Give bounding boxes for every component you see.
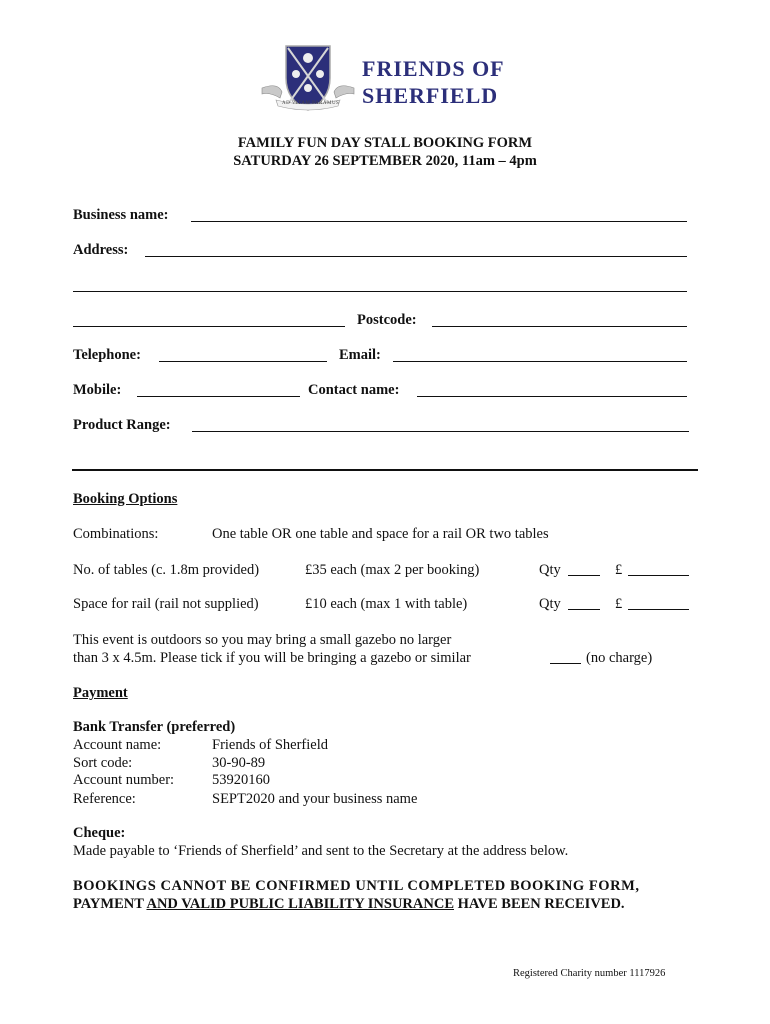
section-divider	[72, 469, 698, 471]
gazebo-text-line1: This event is outdoors so you may bring a small gazebo no larger	[73, 632, 452, 648]
org-name-line2: SHERFIELD	[362, 83, 499, 108]
business-name-label: Business name:	[73, 207, 169, 223]
gazebo-tick-field[interactable]	[550, 663, 581, 664]
email-label: Email:	[339, 347, 381, 363]
notice-line2-end: HAVE BEEN RECEIVED.	[454, 896, 625, 912]
cheque-heading: Cheque:	[73, 825, 126, 841]
tables-qty-field[interactable]	[568, 575, 600, 576]
rail-price: £10 each (max 1 with table)	[305, 596, 468, 612]
tables-label: No. of tables (c. 1.8m provided)	[73, 562, 260, 578]
org-name-line1: FRIENDS OF	[362, 56, 505, 81]
notice-line1: BOOKINGS CANNOT BE CONFIRMED UNTIL COMPLETED BOOKING FORM,	[73, 878, 640, 894]
sort-code-value: 30-90-89	[212, 755, 266, 771]
contact-name-label: Contact name:	[308, 382, 400, 398]
charity-number: Registered Charity number 1117926	[513, 968, 666, 979]
combinations-value: One table OR one table and space for a rail OR two tables	[212, 526, 549, 542]
reference-value: SEPT2020 and your business name	[212, 791, 418, 807]
tables-amount-field[interactable]	[628, 575, 689, 576]
postcode-field[interactable]	[432, 326, 687, 327]
cheque-text: Made payable to ‘Friends of Sherfield’ and sent to the Secretary at the address below.	[73, 843, 569, 859]
tables-price: £35 each (max 2 per booking)	[305, 562, 480, 578]
account-name-label: Account name:	[73, 737, 162, 753]
account-number-label: Account number:	[73, 772, 175, 788]
account-name-value: Friends of Sherfield	[212, 737, 328, 753]
address-field-line2[interactable]	[73, 291, 687, 292]
telephone-field[interactable]	[159, 361, 327, 362]
mobile-label: Mobile:	[73, 382, 122, 398]
tables-qty-label: Qty	[539, 562, 561, 578]
notice-line2	[73, 895, 625, 913]
bank-transfer-heading: Bank Transfer (preferred)	[73, 719, 236, 735]
gazebo-text-line2: than 3 x 4.5m. Please tick if you will be bringing a gazebo or similar	[73, 650, 471, 666]
booking-options-heading: Booking Options	[73, 491, 178, 507]
rail-pound-label: £	[615, 596, 623, 612]
tables-pound-label: £	[615, 562, 623, 578]
form-title: FAMILY FUN DAY STALL BOOKING FORM	[237, 135, 533, 151]
postcode-label: Postcode:	[357, 312, 417, 328]
business-name-field[interactable]	[191, 221, 687, 222]
address-label: Address:	[73, 242, 129, 258]
crest-motto: AD VITAM PARAMUS	[282, 101, 340, 106]
account-number-value: 53920160	[212, 772, 270, 788]
rail-amount-field[interactable]	[628, 609, 689, 610]
contact-name-field[interactable]	[417, 396, 687, 397]
address-field-line1[interactable]	[145, 256, 687, 257]
rail-qty-label: Qty	[539, 596, 561, 612]
notice-line2-underlined: AND VALID PUBLIC LIABILITY INSURANCE	[146, 896, 454, 912]
reference-label: Reference:	[73, 791, 136, 807]
address-field-line3[interactable]	[73, 326, 345, 327]
email-field[interactable]	[393, 361, 687, 362]
product-range-field[interactable]	[192, 431, 689, 432]
telephone-label: Telephone:	[73, 347, 141, 363]
event-date: SATURDAY 26 SEPTEMBER 2020, 11am – 4pm	[233, 153, 537, 169]
mobile-field[interactable]	[137, 396, 300, 397]
notice-line2-start: PAYMENT	[73, 896, 147, 912]
rail-label: Space for rail (rail not supplied)	[73, 596, 259, 612]
combinations-label: Combinations:	[73, 526, 159, 542]
gazebo-no-charge: (no charge)	[586, 650, 653, 666]
payment-heading: Payment	[73, 685, 128, 701]
sort-code-label: Sort code:	[73, 755, 133, 771]
product-range-label: Product Range:	[73, 417, 171, 433]
rail-qty-field[interactable]	[568, 609, 600, 610]
